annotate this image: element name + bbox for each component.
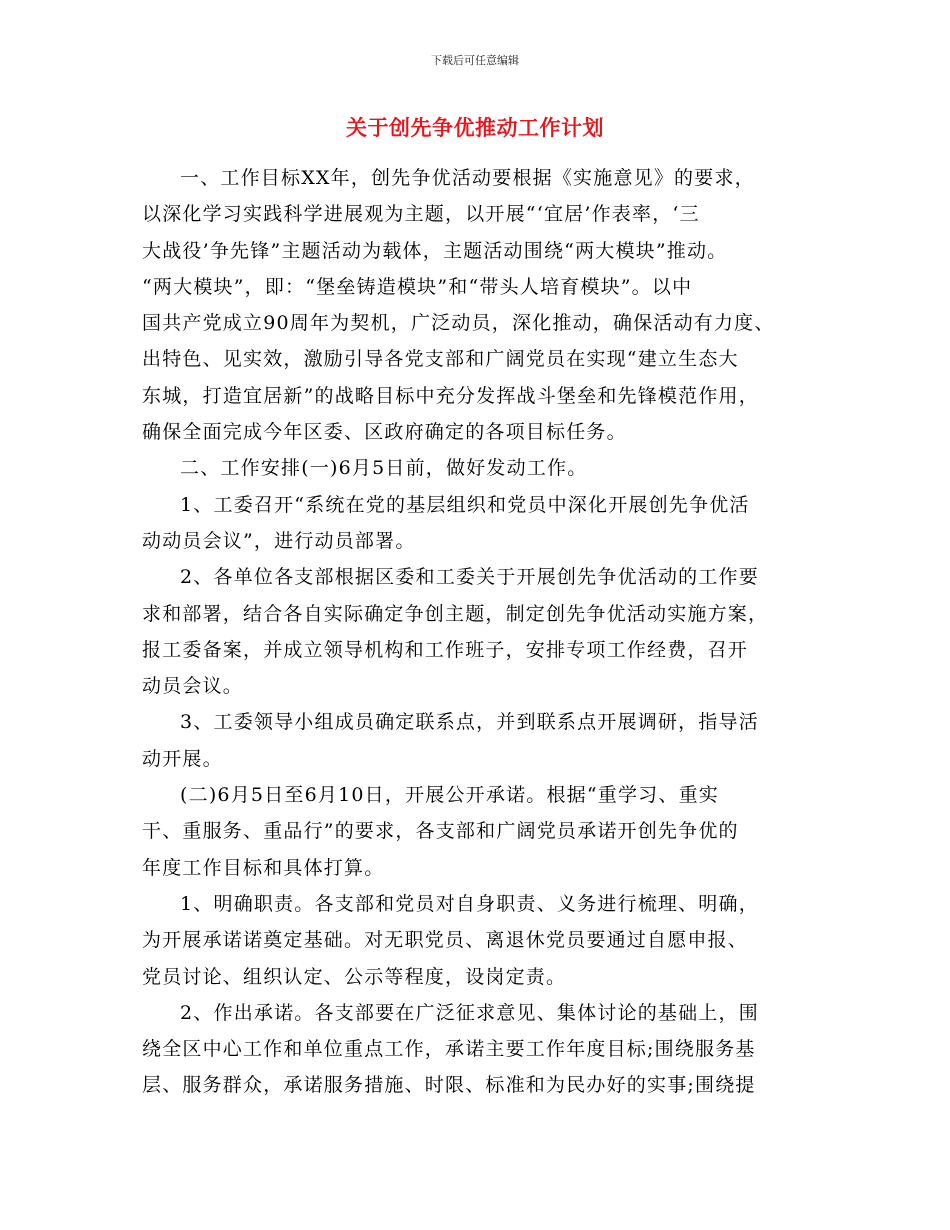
paragraph [142, 487, 812, 560]
paragraph-line: 为开展承诺诺奠定基础。对无职党员、离退休党员要通过自愿申报、 [142, 929, 749, 952]
paragraph-line: 二、工作安排(一)6月5日前，做好发动工作。 [180, 457, 588, 480]
page-header-note: 下载后可任意编辑 [431, 54, 519, 67]
paragraph-line: 党员讨论、组织认定、公示等程度，设岗定责。 [142, 965, 567, 988]
paragraph [142, 559, 812, 704]
paragraph-line: 国共产党成立90周年为契机，广泛动员，深化推动，确保活动有力度、 [142, 312, 775, 335]
paragraph [142, 160, 812, 450]
paragraph-line: 1、工委召开“系统在党的基层组织和党员中深化开展创先争优活 [180, 493, 750, 516]
paragraph-line: 动员会议。 [142, 675, 244, 698]
paragraph-line: 确保全面完成今年区委、区政府确定的各项目标任务。 [142, 421, 627, 444]
paragraph-line: 一、工作目标XX年，创先争优活动要根据《实施意见》的要求， [180, 167, 755, 189]
paragraph-line: 报工委备案，并成立领导机构和工作班子，安排专项工作经费，召开 [142, 638, 749, 661]
paragraph [142, 777, 812, 886]
paragraph [142, 704, 812, 777]
paragraph-line: 以深化学习实践科学进展观为主题，以开展“‘宜居’作表率，‘三 [142, 203, 700, 226]
paragraph-line: (二)6月5日至6月10日，开展公开承诺。根据“重学习、重实 [180, 784, 719, 807]
paragraph-line: 出特色、见实效，激励引导各党支部和广阔党员在实现“建立生态大 [142, 348, 739, 371]
paragraph-line: 大战役’争先锋”主题活动为载体，主题活动围绕“两大模块”推动。 [142, 239, 728, 262]
paragraph-line: 求和部署，结合各自实际确定争创主题，制定创先争优活动实施方案， [142, 602, 769, 625]
paragraph [142, 886, 812, 995]
paragraph-line: 3、工委领导小组成员确定联系点，并到联系点开展调研，指导活 [180, 711, 759, 734]
paragraph-line: 2、各单位各支部根据区委和工委关于开展创先争优活动的工作要 [180, 566, 759, 589]
paragraph-line: 绕全区中心工作和单位重点工作，承诺主要工作年度目标;围绕服务基 [142, 1038, 756, 1061]
paragraph-line: “两大模块”，即：“堡垒铸造模块”和“带头人培育模块”。以中 [142, 275, 693, 298]
paragraph-line: 东城，打造宜居新”的战略目标中充分发挥战斗堡垒和先锋模范作用， [142, 384, 759, 407]
document-title: 关于创先争优推动工作计划 [346, 115, 604, 140]
paragraph-line: 动开展。 [142, 747, 223, 770]
paragraph [142, 450, 812, 486]
paragraph-line: 干、重服务、重品行”的要求，各支部和广阔党员承诺开创先争优的 [142, 820, 739, 843]
paragraph-line: 2、作出承诺。各支部要在广泛征求意见、集体讨论的基础上，围 [180, 1001, 759, 1024]
paragraph-line: 1、明确职责。各支部和党员对自身职责、义务进行梳理、明确， [180, 892, 759, 915]
paragraph [142, 995, 812, 1104]
paragraph-line: 层、服务群众，承诺服务措施、时限、标准和为民办好的实事;围绕提 [142, 1074, 756, 1097]
paragraph-line: 动动员会议”，进行动员部署。 [142, 529, 416, 552]
document-body [142, 160, 812, 1104]
paragraph-line: 年度工作目标和具体打算。 [142, 856, 385, 879]
